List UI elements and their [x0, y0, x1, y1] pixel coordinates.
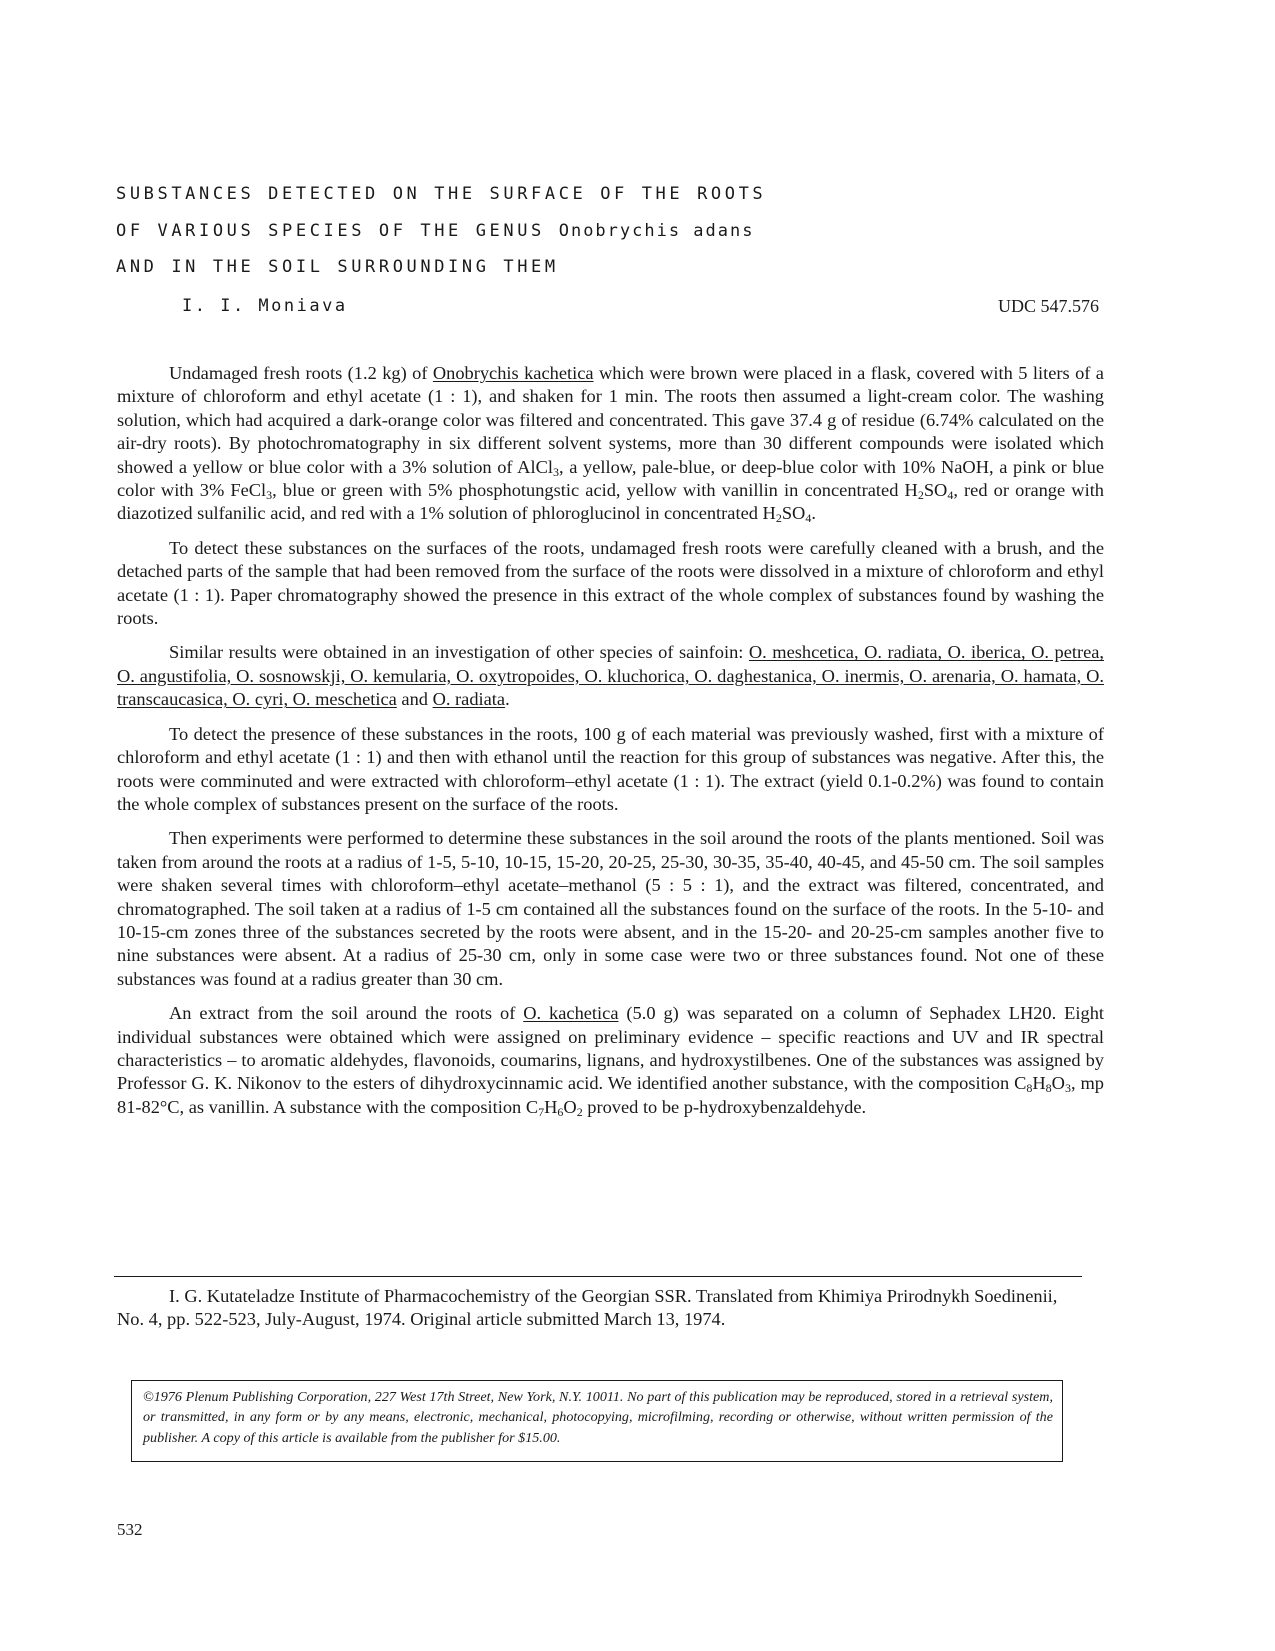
- p6-text-c: H: [1032, 1073, 1046, 1094]
- p1-text-h: .: [811, 503, 816, 524]
- copyright-box: [131, 1380, 1063, 1462]
- affiliation-footnote: I. G. Kutateladze Institute of Pharmacochemistry of the Georgian SSR. Translated from Khimiya Prirodnykh Soedinenii, No. 4, pp. 522-523, July-August, 1974. Original article submitted March 13, 1974.: [117, 1286, 1058, 1330]
- p6-text-d: O: [1051, 1073, 1065, 1094]
- title-genus-name: Onobrychis adans: [558, 220, 755, 241]
- p1-text-b: which were brown were placed in a flask, covered with 5 liters of a mixture of chloroform and ethyl acetate (1 : 1), and shaken for 1 min. The roots then assumed a light-cream color. The washing solution, which had acquired a dark-orange color was filtered and concentrated. This gave 37.4 g of residue (6.74% calculated on the air-dry roots). By photochromatography in six different solvent systems, more than 30 different compounds were isolated which showed a yellow or blue color with a 3% solution of AlCl: [117, 363, 1104, 477]
- p1-text-c: , a yellow, pale-blue, or deep-blue color with 10% NaOH, a pink or blue color with 3% FeCl: [117, 456, 1104, 501]
- subscript: 7: [538, 1104, 545, 1119]
- p6-text-a: An extract from the soil around the roots of: [169, 1003, 524, 1024]
- p1-text-d: , blue or green with 5% phosphotungstic acid, yellow with vanillin in concentrated H: [272, 480, 918, 501]
- p6-text-h: proved to be p-hydroxybenzaldehyde.: [582, 1096, 867, 1117]
- p1-text-g: SO: [781, 503, 806, 524]
- title-line-2-prefix: OF VARIOUS SPECIES OF THE GENUS: [116, 220, 559, 241]
- author-name: I. I. Moniava: [182, 296, 348, 316]
- p3-end: .: [505, 689, 510, 710]
- paragraph-2: To detect these substances on the surfaces of the roots, undamaged fresh roots were carefully cleaned with a brush, and the detached parts of the sample that had been removed from the surface of the roots were dissolved in a mixture of chloroform and ethyl acetate (1 : 1). Paper chromatography showed the presence in this extract of the whole complex of substances found by washing the roots.: [117, 537, 1104, 629]
- p3-and: and: [396, 689, 433, 710]
- subscript: 2: [576, 1104, 583, 1119]
- subscript: 3: [1064, 1081, 1071, 1096]
- subscript: 2: [775, 511, 782, 526]
- subscript: 2: [917, 488, 924, 503]
- species-list: O. meshcetica, O. radiata, O. iberica, O. petrea, O. angustifolia, O. sosnowskji, O. kemularia, O. oxytropoides, O. kluchorica, O. daghestanica, O. inermis, O. arenaria, O. hamata, O. transcaucasica, O. cyri, O. meschetica: [117, 642, 1105, 710]
- article-title: [116, 176, 1096, 286]
- title-line-1: SUBSTANCES DETECTED ON THE SURFACE OF THE ROOTS: [116, 184, 767, 204]
- title-line-3: AND IN THE SOIL SURROUNDING THEM: [116, 257, 559, 277]
- article-body: [117, 362, 1104, 1130]
- paragraph-3: [117, 641, 1104, 711]
- p1-text-a: Undamaged fresh roots (1.2 kg) of: [169, 363, 433, 383]
- paragraph-6: [117, 1002, 1104, 1119]
- subscript: 3: [552, 464, 559, 479]
- p1-text-f: , red or orange with diazotized sulfanilic acid, and red with a 1% solution of phloroglucinol in concentrated H: [117, 480, 1104, 524]
- subscript: 4: [805, 511, 812, 526]
- subscript: 4: [947, 488, 954, 503]
- copyright-notice: ©1976 Plenum Publishing Corporation, 227 West 17th Street, New York, N.Y. 10011. No part of this publication may be reproduced, stored in a retrieval system, or transmitted, in any form or by any means, electronic, mechanical, photocopying, microfilming, recording or otherwise, without written permission of the publisher. A copy of this article is available from the publisher for $15.00.: [143, 1389, 1053, 1446]
- p6-text-e: , mp 81-82°C, as vanillin. A substance with the composition C: [117, 1073, 1104, 1117]
- paragraph-1: [117, 362, 1104, 526]
- subscript: 8: [1045, 1081, 1052, 1096]
- udc-code: UDC 547.576: [997, 296, 1099, 316]
- subscript: 6: [557, 1104, 564, 1119]
- paragraph-5: Then experiments were performed to determine these substances in the soil around the roots of the plants mentioned. Soil was taken from around the roots at a radius of 1-5, 5-10, 10-15, 15-20, 20-25, 25-30, 30-35, 35-40, 40-45, and 45-50 cm. The soil samples were shaken several times with chloroform–ethyl acetate–methanol (5 : 5 : 1), and the extract was filtered, concentrated, and chromatographed. The soil taken at a radius of 1-5 cm contained all the substances found on the surface of the roots. In the 5-10- and 10-15-cm zones three of the substances secreted by the roots were absent, and in the 15-20- and 20-25-cm samples another five to nine substances were absent. At a radius of 25-30 cm, only in some case were two or three substances found. Not one of these substances was found at a radius greater than 30 cm.: [117, 828, 1104, 989]
- species-onobrychis-kachetica: Onobrychis kachetica: [432, 363, 594, 383]
- paragraph-4: To detect the presence of these substances in the roots, 100 g of each material was previously washed, first with a mixture of chloroform and ethyl acetate (1 : 1) and then with ethanol until the reaction for this group of substances was negative. After this, the roots were comminuted and were extracted with chloroform–ethyl acetate (1 : 1). The extract (yield 0.1-0.2%) was found to contain the whole complex of substances present on the surface of the roots.: [117, 723, 1104, 814]
- p6-text-g: O: [563, 1096, 577, 1117]
- species-last: O. radiata: [432, 689, 506, 710]
- footnote-divider: [114, 1276, 1082, 1277]
- subscript: 3: [266, 488, 273, 503]
- subscript: 8: [1026, 1081, 1033, 1096]
- p1-text-e: SO: [923, 480, 948, 501]
- page-number: 532: [117, 1520, 143, 1539]
- species-o-kachetica: O. kachetica: [523, 1003, 619, 1024]
- p6-text-b: (5.0 g) was separated on a column of Sephadex LH20. Eight individual substances were obtained which were assigned on preliminary evidence – specific reactions and UV and IR spectral characteristics – to aromatic aldehydes, flavonoids, coumarins, lignans, and hydroxystilbenes. One of the substances was assigned by Professor G. K. Nikonov to the esters of dihydroxycinnamic acid. We identified another substance, with the composition C: [117, 1003, 1104, 1094]
- p6-text-f: H: [544, 1096, 558, 1117]
- p3-intro: Similar results were obtained in an investigation of other species of sainfoin:: [169, 642, 749, 663]
